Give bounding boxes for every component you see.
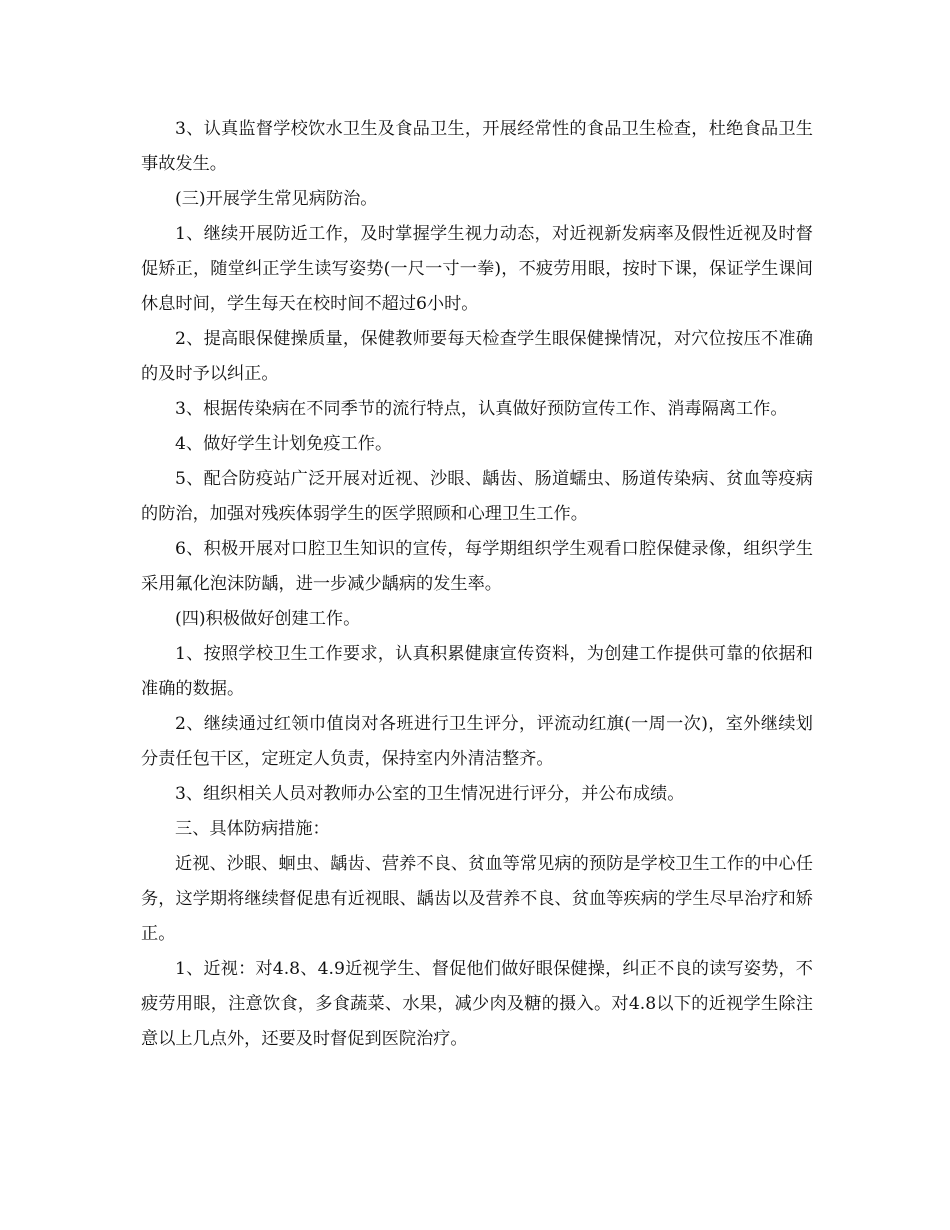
document-page	[141, 112, 813, 1057]
paragraph: 2、提高眼保健操质量，保健教师要每天检查学生眼保健操情况，对穴位按压不准确的及时予以纠正。	[141, 329, 813, 384]
paragraph: 5、配合防疫站广泛开展对近视、沙眼、龋齿、肠道蠕虫、肠道传染病、贫血等疫病的防治，加强对残疾体弱学生的医学照顾和心理卫生工作。	[141, 469, 813, 524]
paragraph: 近视、沙眼、蛔虫、龋齿、营养不良、贫血等常见病的预防是学校卫生工作的中心任务，这学期将继续督促患有近视眼、龋齿以及营养不良、贫血等疾病的学生尽早治疗和矫正。	[141, 854, 813, 944]
paragraph: 1、按照学校卫生工作要求，认真积累健康宣传资料，为创建工作提供可靠的依据和准确的数据。	[141, 644, 813, 699]
paragraph: 3、组织相关人员对教师办公室的卫生情况进行评分，并公布成绩。	[175, 784, 685, 804]
section-heading: 三、具体防病措施：	[175, 819, 330, 839]
paragraph: 3、认真监督学校饮水卫生及食品卫生，开展经常性的食品卫生检查，杜绝食品卫生事故发生。	[141, 119, 813, 174]
paragraph: 3、根据传染病在不同季节的流行特点，认真做好预防宣传工作、消毒隔离工作。	[175, 399, 788, 419]
paragraph: 2、继续通过红领巾值岗对各班进行卫生评分，评流动红旗(一周一次)，室外继续划分责任包干区，定班定人负责，保持室内外清洁整齐。	[141, 714, 813, 769]
section-heading: (三)开展学生常见病防治。	[175, 189, 378, 209]
paragraph: 6、积极开展对口腔卫生知识的宣传，每学期组织学生观看口腔保健录像，组织学生采用氟化泡沫防龋，进一步减少龋病的发生率。	[141, 539, 813, 594]
paragraph: 1、近视：对4.8、4.9近视学生、督促他们做好眼保健操，纠正不良的读写姿势，不疲劳用眼，注意饮食，多食蔬菜、水果，减少肉及糖的摄入。对4.8以下的近视学生除注意以上几点外，还要及时督促到医院治疗。	[141, 959, 813, 1049]
section-heading: (四)积极做好创建工作。	[175, 609, 361, 629]
paragraph: 4、做好学生计划免疫工作。	[175, 434, 393, 454]
paragraph: 1、继续开展防近工作，及时掌握学生视力动态，对近视新发病率及假性近视及时督促矫正，随堂纠正学生读写姿势(一尺一寸一拳)，不疲劳用眼，按时下课，保证学生课间休息时间，学生每天在校时间不超过6小时。	[141, 224, 813, 314]
